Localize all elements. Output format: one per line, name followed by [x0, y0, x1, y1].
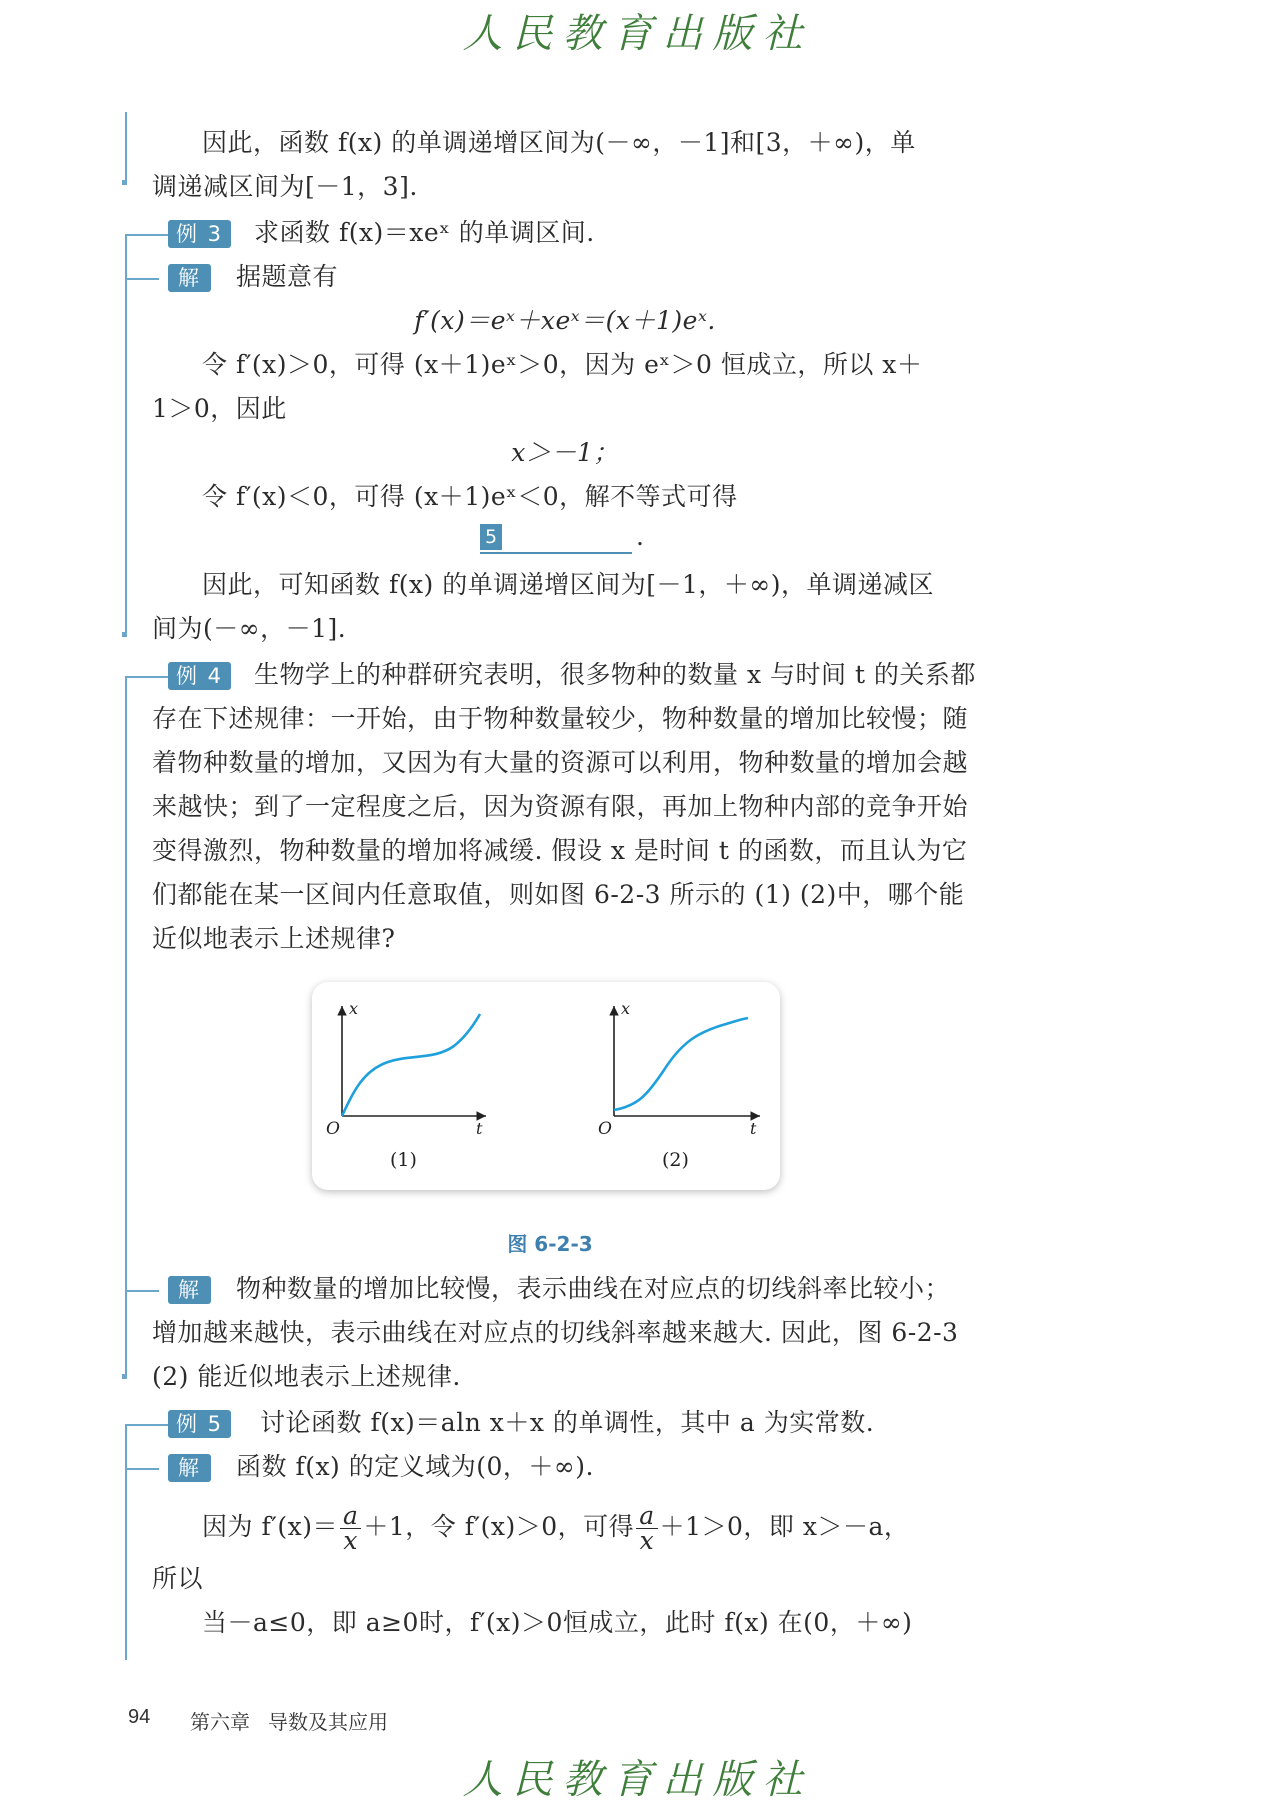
section-rail: [125, 112, 127, 180]
text-line: 因此，函数 f(x) 的单调递增区间为(－∞，－1]和[3，＋∞)，单: [202, 128, 916, 157]
origin-label: O: [598, 1119, 612, 1139]
rail-tick: [125, 1424, 173, 1426]
figure-panel: [312, 982, 780, 1190]
axis-label-t: t: [476, 1119, 483, 1138]
rail-tick: [125, 1468, 159, 1470]
curve-1: [342, 1014, 480, 1116]
chapter-number: 第六章: [190, 1710, 250, 1734]
text-line: 调递减区间为[－1，3].: [152, 172, 418, 201]
panel-1-label: (1): [390, 1149, 417, 1171]
panel-2-label: (2): [662, 1149, 689, 1171]
fraction: [340, 1501, 361, 1555]
example-4-label: 例 4: [168, 662, 231, 690]
fraction: [636, 1501, 657, 1555]
text-line: 变得激烈，物种数量的增加将减缓. 假设 x 是时间 t 的函数，而且认为它: [152, 836, 968, 865]
text-line: 间为(－∞，－1].: [152, 614, 347, 643]
example-5-label: 例 5: [168, 1410, 231, 1438]
text-line: 来越快；到了一定程度之后，因为资源有限，再加上物种内部的竞争开始: [152, 792, 969, 821]
text-segment: 因为 f′(x)＝: [202, 1512, 338, 1541]
fill-blank-number: 5: [480, 524, 502, 550]
publisher-header: 人民教育出版社: [462, 11, 813, 57]
figure-graphs: [312, 982, 780, 1190]
example-3-question: 求函数 f(x)＝xeˣ 的单调区间.: [254, 218, 595, 247]
fill-blank-underline[interactable]: [480, 552, 632, 554]
fraction-numerator: a: [636, 1504, 657, 1529]
text-line: 物种数量的增加比较慢，表示曲线在对应点的切线斜率比较小；: [236, 1274, 951, 1303]
equation: x＞－1；: [511, 438, 619, 467]
figure-caption: 图 6-2-3: [507, 1232, 593, 1256]
text-line: 当－a≤0，即 a≥0时，f′(x)＞0恒成立，此时 f(x) 在(0，＋∞): [202, 1608, 913, 1637]
text-line: 着物种数量的增加，又因为有大量的资源可以利用，物种数量的增加会越: [152, 748, 969, 777]
axis-label-t: t: [750, 1119, 757, 1138]
text-line: 因此，可知函数 f(x) 的单调递增区间为[－1，＋∞)，单调递减区: [202, 570, 934, 599]
rail-end-dot: [122, 1374, 127, 1379]
text-line: 据题意有: [236, 262, 339, 291]
text-line: 函数 f(x) 的定义域为(0，＋∞).: [236, 1452, 594, 1481]
text-line: 生物学上的种群研究表明，很多物种的数量 x 与时间 t 的关系都: [254, 660, 976, 689]
example3-rail: [125, 234, 127, 632]
example-5-question: 讨论函数 f(x)＝aln x＋x 的单调性，其中 a 为实常数.: [260, 1408, 875, 1437]
text-segment: ＋1＞0，即 x＞－a，: [659, 1512, 910, 1541]
text-line: .: [636, 522, 645, 551]
fraction-denominator: x: [343, 1526, 358, 1555]
rail-end-dot: [122, 632, 127, 637]
text-line: 增加越来越快，表示曲线在对应点的切线斜率越来越大. 因此，图 6-2-3: [152, 1318, 959, 1347]
example-3-label: 例 3: [168, 220, 231, 248]
axis-label-x: x: [621, 999, 631, 1018]
text-line: 令 f′(x)＜0，可得 (x＋1)eˣ＜0，解不等式可得: [202, 482, 738, 511]
rail-tick: [125, 234, 173, 236]
curve-2: [614, 1018, 748, 1110]
text-line: 1＞0，因此: [152, 394, 287, 423]
text-line: 存在下述规律：一开始，由于物种数量较少，物种数量的增加比较慢；随: [152, 704, 969, 733]
axis-label-x: x: [349, 999, 359, 1018]
rail-tick: [125, 1290, 159, 1292]
solution-label: 解: [168, 1454, 211, 1482]
publisher-footer: 人民教育出版社: [462, 1757, 813, 1803]
text-line: 近似地表示上述规律?: [152, 924, 396, 953]
equation: f′(x)＝eˣ＋xeˣ＝(x＋1)eˣ.: [414, 306, 716, 335]
origin-label: O: [326, 1119, 340, 1139]
solution-label: 解: [168, 264, 211, 292]
text-line-with-fractions: [202, 1501, 910, 1555]
rail-tick: [125, 676, 173, 678]
chapter-title: 导数及其应用: [268, 1710, 388, 1734]
example5-rail: [125, 1424, 127, 1660]
fraction-numerator: a: [340, 1504, 361, 1529]
example4-rail: [125, 676, 127, 1374]
solution-label: 解: [168, 1276, 211, 1304]
text-line: 们都能在某一区间内任意取值，则如图 6-2-3 所示的 (1) (2)中，哪个能: [152, 880, 965, 909]
rail-tick: [125, 278, 159, 280]
page-number: 94: [128, 1706, 151, 1728]
text-segment: ＋1，令 f′(x)＞0，可得: [363, 1512, 635, 1541]
rail-end-dot: [122, 180, 127, 185]
fraction-denominator: x: [639, 1526, 655, 1555]
text-line: 令 f′(x)＞0，可得 (x＋1)eˣ＞0，因为 eˣ＞0 恒成立，所以 x＋: [202, 350, 923, 379]
text-line: (2) 能近似地表示上述规律.: [152, 1362, 461, 1391]
text-line: 所以: [152, 1564, 204, 1593]
